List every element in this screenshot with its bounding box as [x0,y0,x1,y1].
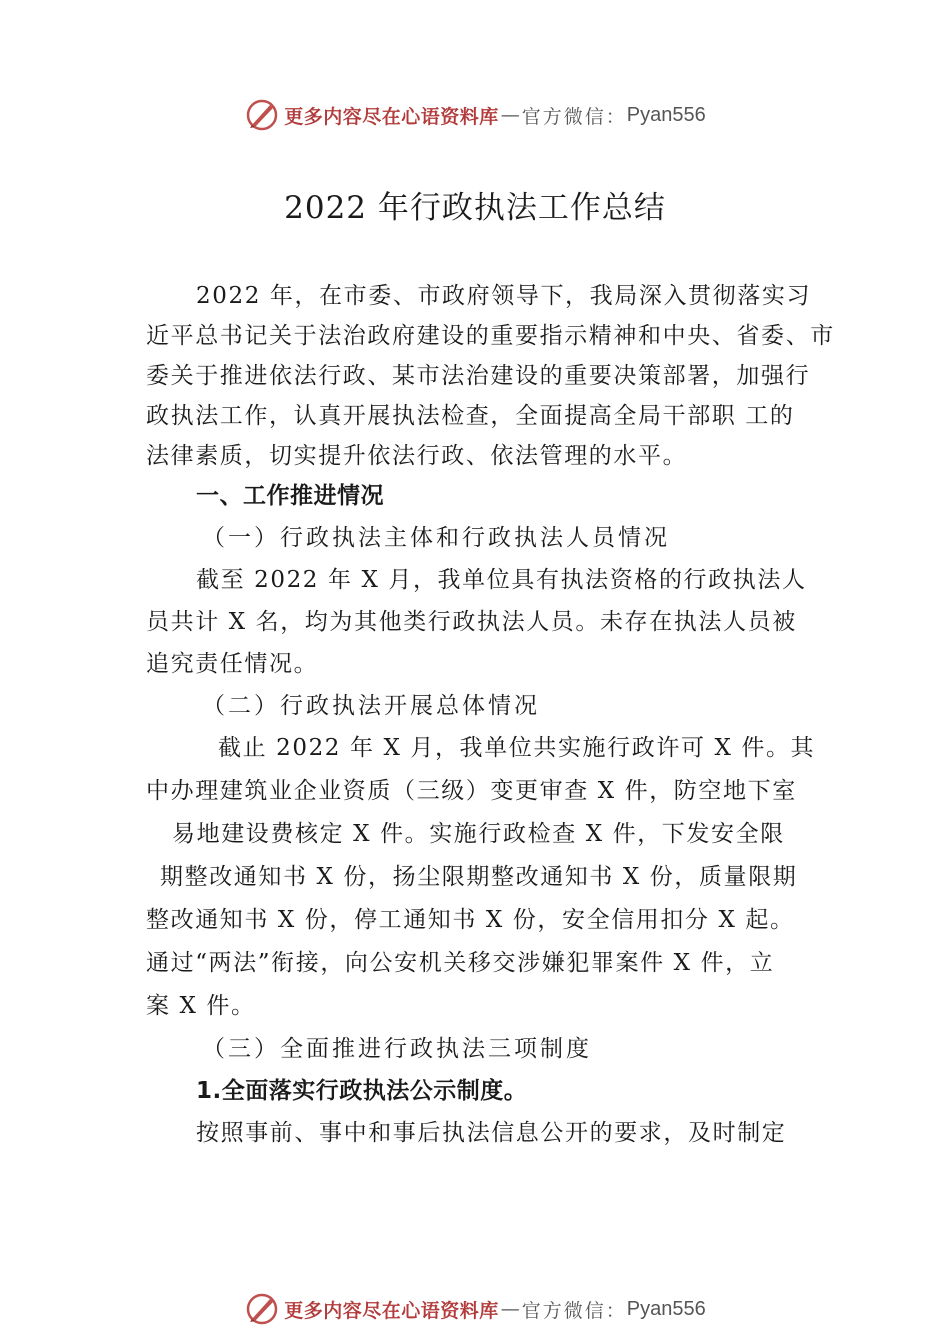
item-heading: 1.全面落实行政执法公示制度。 [196,1078,528,1104]
document-title: 2022 年行政执法工作总结 [284,190,666,226]
paragraph-line: 通过“两法”衔接，向公安机关移交涉嫌犯罪案件 X 件，立 [146,950,775,976]
paragraph-line: 中办理建筑业企业资质（三级）变更审查 X 件，防空地下室 [146,778,797,804]
paragraph-line: 截止 2022 年 X 月，我单位共实施行政许可 X 件。其 [218,735,816,761]
paragraph-line: 截至 2022 年 X 月，我单位具有执法资格的行政执法人 [196,567,807,593]
subsection-heading: （一）行政执法主体和行政执法人员情况 [202,525,670,551]
paragraph-line: 近平总书记关于法治政府建设的重要指示精神和中央、省委、市 [146,323,835,349]
paragraph-line: 按照事前、事中和事后执法信息公开的要求，及时制定 [196,1120,787,1146]
watermark-wechat-id: Pyan556 [626,1297,706,1320]
paragraph-line: 追究责任情况。 [146,651,319,677]
watermark-footer [0,1289,950,1329]
watermark-wechat-id: Pyan556 [626,103,706,126]
paragraph-line: 员共计 X 名，均为其他类行政执法人员。未存在执法人员被 [146,609,797,635]
watermark-separator: — [500,104,520,126]
watermark-wechat-label: 官方微信： [521,105,627,128]
paragraph-line: 法律素质，切实提升依法行政、依法管理的水平。 [146,443,688,469]
watermark-brand: 更多内容尽在心语资料库 [284,1299,499,1322]
paragraph-line: 政执法工作，认真开展执法检查，全面提高全局干部职 工的 [146,403,795,429]
paragraph-line: 整改通知书 X 份，停工通知书 X 份，安全信用扣分 X 起。 [146,907,795,933]
watermark-brand: 更多内容尽在心语资料库 [284,105,499,128]
paragraph-line: 委关于推进依法行政、某市法治建设的重要决策部署，加强行 [146,363,811,389]
paragraph-line: 2022 年，在市委、市政府领导下，我局深入贯彻落实习 [196,283,812,309]
section-heading: 一、工作推进情况 [196,483,384,509]
paragraph-line: 易地建设费核定 X 件。实施行政检查 X 件，下发安全限 [172,821,785,847]
watermark-header [0,95,950,135]
subsection-heading: （二）行政执法开展总体情况 [202,693,540,719]
watermark-wechat-label: 官方微信： [521,1299,627,1322]
quill-pen-logo-icon [244,1291,280,1327]
watermark-separator: — [500,1298,520,1320]
paragraph-line: 期整改通知书 X 份，扬尘限期整改通知书 X 份，质量限期 [160,864,798,890]
subsection-heading: （三）全面推进行政执法三项制度 [202,1036,592,1062]
quill-pen-logo-icon [244,97,280,133]
paragraph-line: 案 X 件。 [146,993,256,1019]
